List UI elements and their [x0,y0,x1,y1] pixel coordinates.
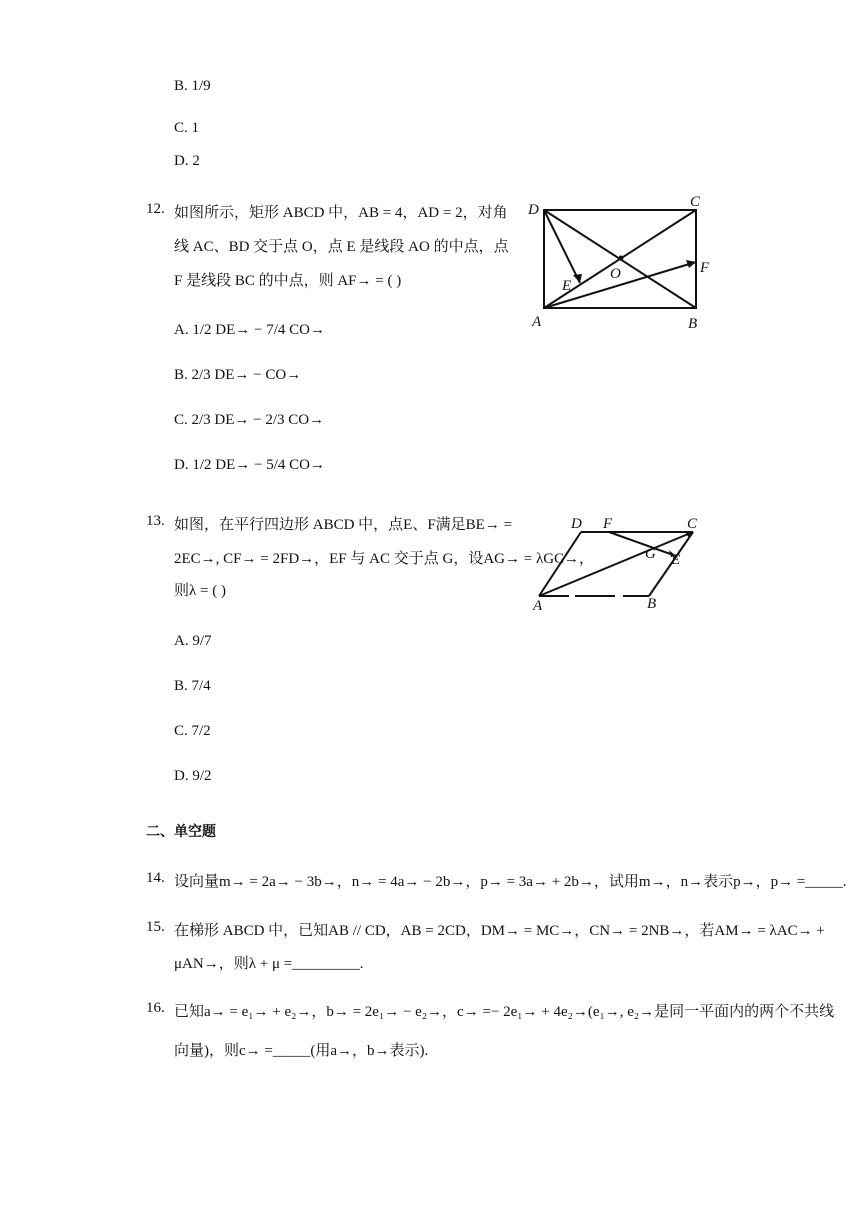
q12-option-c: C. 2/3 DE→ − 2/3 CO→ [174,412,325,428]
q13-line-1: 如图，在平行四边形 ABCD 中，点E、F满足BE→ = [174,517,513,533]
q16-line-1: 已知a→ = e₁→ + e₂→，b→ = 2e₁→ − e₂→，c→ =− 2e₁→ + 4e₂→(e₁→, e₂→是同一平面内的两个不共线 [174,1004,835,1020]
q13-option-c: C. 7/2 [174,723,211,739]
q14-line-1: 设向量m→ = 2a→ − 3b→，n→ = 4a→ − 2b→，p→ = 3a→ + 2b→，试用m→，n→表示p→，p→ =_____. [174,874,847,890]
q15-line-1: 在梯形 ABCD 中，已知AB // CD，AB = 2CD，DM→ = MC→，CN→ = 2NB→，若AM→ = λAC→ + [174,923,825,939]
section-heading: 二、单空题 [146,824,216,840]
arrow-f [686,260,696,268]
q12-line-2: 线 AC、BD 交于点 O，点 E 是线段 AO 的中点，点 [174,239,509,255]
q11-option-c: C. 1 [174,120,200,136]
q12-option-d: D. 1/2 DE→ − 5/4 CO→ [174,457,325,473]
label-c: C [687,516,698,532]
q11-option-d: D. 2 [174,153,200,169]
label-d: D [528,202,539,218]
q15-number: 15. [146,919,165,935]
arrow-e [573,274,582,283]
q13-number: 13. [146,513,165,529]
label-f: F [700,260,710,276]
point-o [619,256,624,261]
q12-line-3: F 是线段 BC 的中点，则 AF→ = ( ) [174,273,402,289]
label-a: A [533,598,543,614]
q13-parallelogram-figure [525,510,715,615]
label-e: E [671,552,681,568]
label-b: B [647,596,657,612]
q13-option-d: D. 9/2 [174,768,212,784]
q12-line-1: 如图所示，矩形 ABCD 中，AB = 4，AD = 2，对角 [174,205,508,221]
q13-line-3: 则λ = ( ) [174,583,226,599]
q12-option-b: B. 2/3 DE→ − CO→ [174,367,302,383]
q16-number: 16. [146,1000,165,1016]
q12-option-a: A. 1/2 DE→ − 7/4 CO→ [174,322,325,338]
label-d: D [571,516,582,532]
q11-option-b: B. 1/9 [174,78,211,94]
q13-option-a: A. 9/7 [174,633,212,649]
q13-line-2: 2EC→, CF→ = 2FD→，EF 与 AC 交于点 G，设AG→ = λGC→， [174,551,595,567]
label-f: F [603,516,613,532]
label-o: O [610,266,621,282]
q14-number: 14. [146,870,165,886]
label-c: C [690,194,701,210]
q15-line-2: μAN→，则λ + μ =_________. [174,956,364,972]
q12-number: 12. [146,201,165,217]
label-g: G [645,546,656,562]
label-e: E [562,278,572,294]
q16-line-2: 向量)，则c→ =_____(用a→，b→表示). [174,1043,429,1059]
q12-rectangle-figure [522,190,722,330]
label-a: A [532,314,542,330]
label-b: B [688,316,698,330]
q13-option-b: B. 7/4 [174,678,211,694]
